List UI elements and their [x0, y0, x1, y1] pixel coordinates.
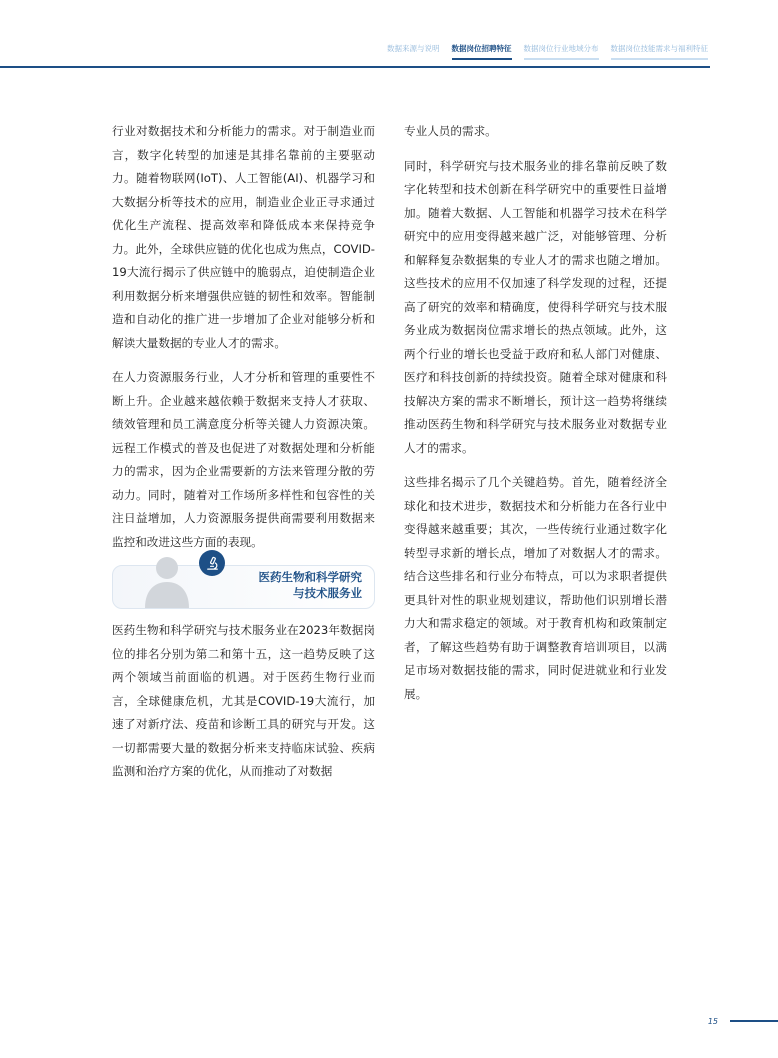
sector-title-line-1: 医药生物和科学研究 — [258, 570, 362, 584]
page-number: 15 — [707, 1017, 718, 1026]
microscope-icon — [205, 556, 220, 571]
microscope-badge — [199, 550, 225, 576]
paragraph: 同时，科学研究与技术服务业的排名靠前反映了数字化转型和技术创新在科学研究中的重要性日益增加。随着大数据、人工智能和机器学习技术在科学研究中的应用变得越来越广泛，对能够管理、分析和解释复杂数据集的专业人才的需求也随之增加。这些技术的应用不仅加速了科学发现的过程，还提高了研究的效率和精确度，使得科学研究与技术服务业成为数据岗位需求增长的热点领域。此外，这两个行业的增长也受益于政府和私人部门对健康、医疗和科技创新的持续投资。随着全球对健康和科技解决方案的需求不断增长，预计这一趋势将继续推动医药生物和科学研究与技术服务业对数据专业人才的需求。 — [404, 158, 667, 455]
sector-banner — [112, 565, 375, 609]
nav-tab-data-source[interactable]: 数据来源与说明 — [387, 44, 440, 53]
sector-title-line-2: 与技术服务业 — [293, 586, 362, 600]
footer-accent-line — [730, 1020, 778, 1022]
right-column — [404, 120, 667, 717]
paragraph: 专业人员的需求。 — [404, 124, 497, 138]
nav-tab-industry-region[interactable]: 数据岗位行业地域分布 — [524, 43, 599, 60]
paragraph: 在人力资源服务行业，人才分析和管理的重要性不断上升。企业越来越依赖于数据来支持人才获取、绩效管理和员工满意度分析等关键人力资源决策。远程工作模式的普及也促进了对数据处理和分析能力的需求，因为企业需要新的方法来管理分散的劳动力。同时，随着对工作场所多样性和包容性的关注日益增加，人力资源服务提供商需要利用数据来监控和改进这些方面的表现。 — [112, 370, 375, 549]
nav-tab-recruitment-features[interactable]: 数据岗位招聘特征 — [452, 43, 512, 60]
person-silhouette-icon — [143, 552, 191, 608]
paragraph: 医药生物和科学研究与技术服务业在2023年数据岗位的排名分别为第二和第十五，这一趋势反映了这两个领域当前面临的机遇。对于医药生物行业而言，全球健康危机，尤其是COVID-19大流行，加速了对新疗法、疫苗和诊断工具的研究与开发。这一切都需要大量的数据分析来支持临床试验、疾病监测和治疗方案的优化，从而推动了对数据 — [112, 623, 375, 778]
header-divider — [0, 66, 710, 68]
sector-title — [259, 569, 363, 601]
paragraph: 行业对数据技术和分析能力的需求。对于制造业而言，数字化转型的加速是其排名靠前的主要驱动力。随着物联网(IoT)、人工智能(AI)、机器学习和大数据分析等技术的应用，制造业企业正寻求通过优化生产流程、提高效率和降低成本来保持竞争力。此外，全球供应链的优化也成为焦点，COVID-19大流行揭示了供应链中的脆弱点，迫使制造企业利用数据分析来增强供应链的韧性和效率。智能制造和自动化的推广进一步增加了企业对能够分析和解读大量数据的专业人才的需求。 — [112, 124, 375, 350]
nav-tab-skills-welfare[interactable]: 数据岗位技能需求与福利特征 — [611, 43, 709, 60]
left-column — [112, 120, 375, 795]
paragraph: 这些排名揭示了几个关键趋势。首先，随着经济全球化和技术进步，数据技术和分析能力在各行业中变得越来越重要；其次，一些传统行业通过数字化转型寻求新的增长点，增加了对数据人才的需求。结合这些排名和行业分布特点，可以为求职者提供更具针对性的职业规划建议，帮助他们识别增长潜力大和需求稳定的领域。对于教育机构和政策制定者，了解这些趋势有助于调整教育培训项目，以满足市场对数据技能的需求，同时促进就业和行业发展。 — [404, 475, 667, 701]
section-nav — [387, 43, 708, 60]
